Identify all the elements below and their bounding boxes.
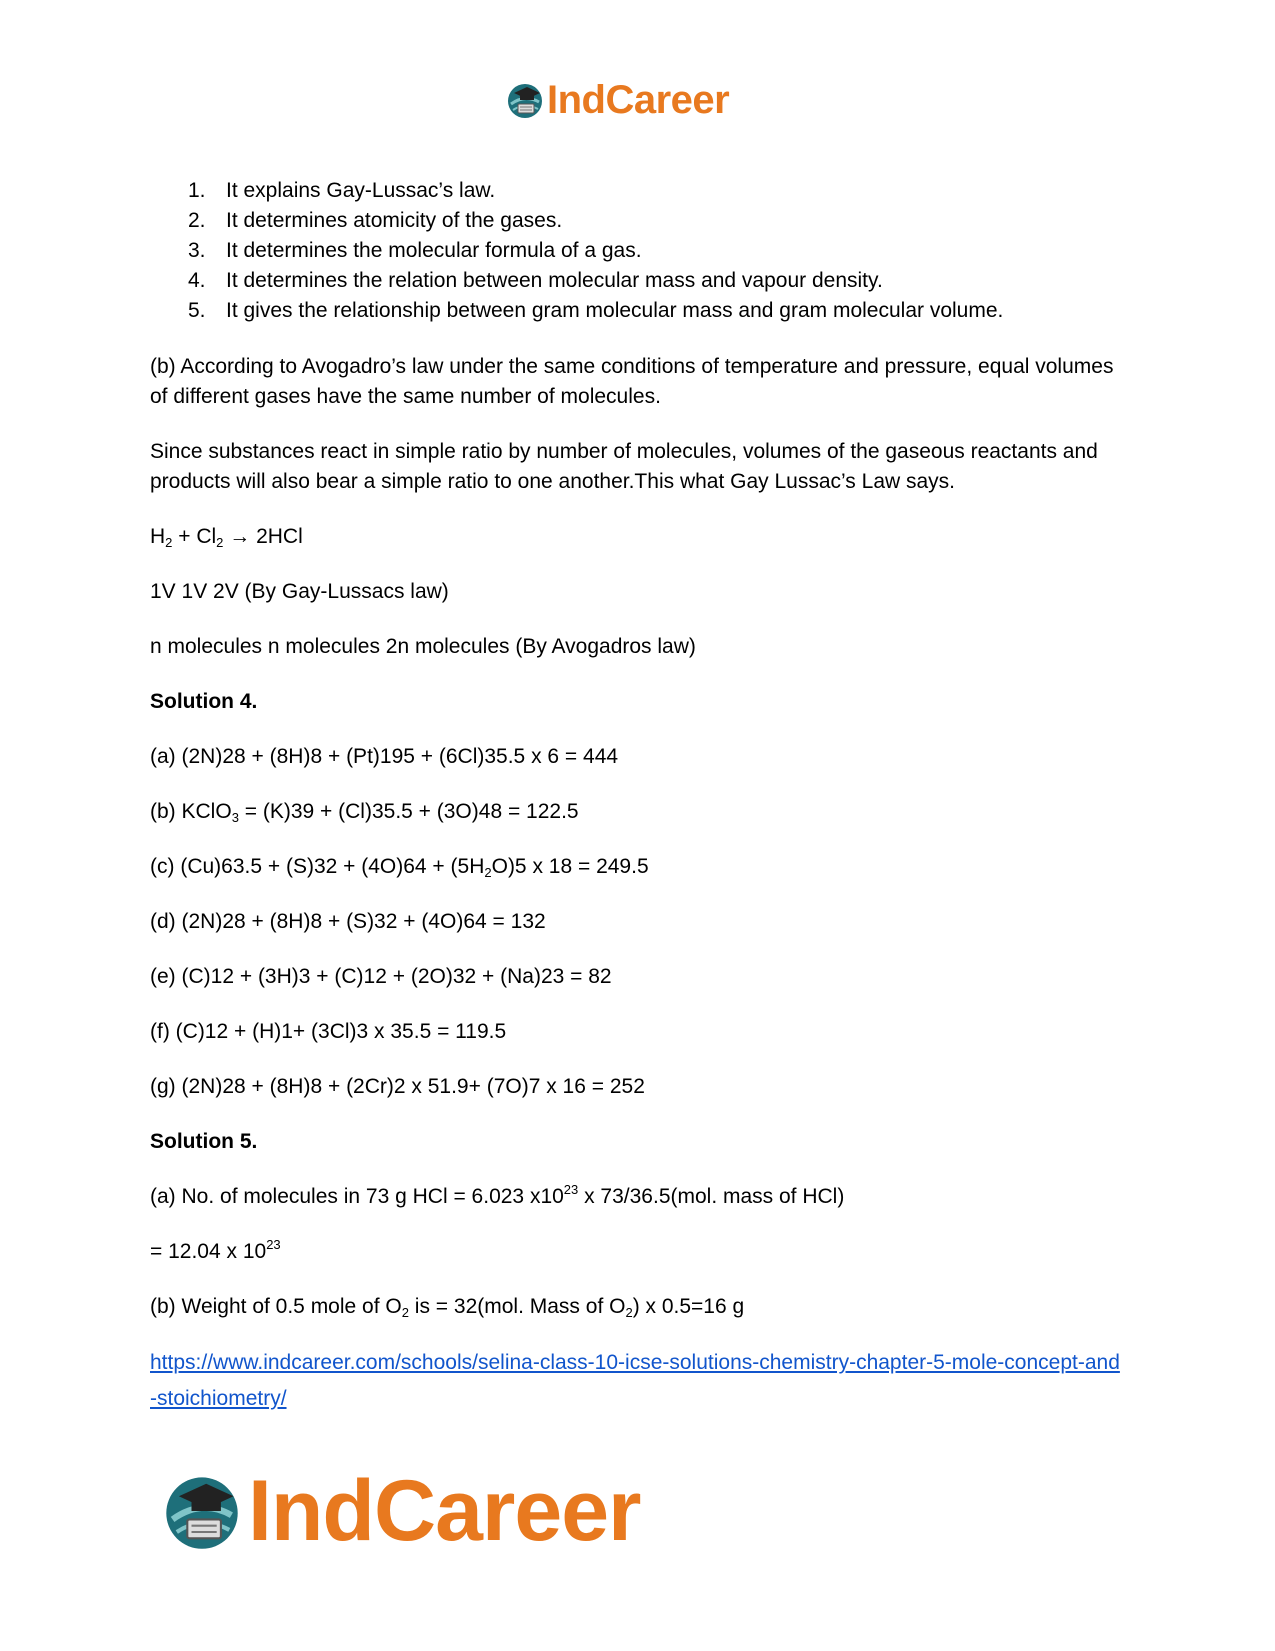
gay-lussac-paragraph: Since substances react in simple ratio by number of molecules, volumes of the gaseous reactants and products will also bear a simple ratio to one another.This what Gay Lussac’s Law says. <box>150 440 1098 493</box>
source-link-wrapper <box>150 1345 1120 1417</box>
indcareer-logo-bottom <box>160 1463 641 1559</box>
solution-5-heading: Solution 5. <box>150 1130 258 1153</box>
solution-5-a-result: = 12.04 x $10^{23}$ <box>150 1237 281 1263</box>
source-link[interactable]: https://www.indcareer.com/schools/selina-class-10-icse-solutions-chemistry-chapter-5-mole-concept-and-stoichiometry/ <box>150 1351 1120 1410</box>
molecules-line: n molecules n molecules 2n molecules (By Avogadros law) <box>150 635 696 658</box>
list-item: 3. It determines the molecular formula of a gas. <box>188 239 642 262</box>
list-item: 4. It determines the relation between molecular mass and vapour density. <box>188 269 883 292</box>
document-body <box>150 176 1130 1417</box>
logo-text: IndCareer <box>547 78 730 122</box>
logo-text: IndCareer <box>248 1463 641 1559</box>
solution-5-b: (b) Weight of 0.5 mole of $O_2$ is = 32(mol. Mass of $O_2$) x 0.5=16 g <box>150 1295 745 1320</box>
list-item: 5. It gives the relationship between gram molecular mass and gram molecular volume. <box>188 299 1004 322</box>
solution-4-g: (g) (2N)28 + (8H)8 + (2Cr)2 x 51.9+ (7O)7 x 16 = 252 <box>150 1075 645 1098</box>
solution-4-e: (e) (C)12 + (3H)3 + (C)12 + (2O)32 + (Na)23 = 82 <box>150 965 612 988</box>
globe-graduation-cap-icon <box>505 80 545 120</box>
reaction-equation: $H_2 + Cl_2 \to 2HCl$ <box>150 525 303 550</box>
indcareer-logo-top <box>505 80 729 120</box>
advantages-list <box>150 176 1130 326</box>
solution-4-d: (d) (2N)28 + (8H)8 + (S)32 + (4O)64 = 132 <box>150 910 546 933</box>
list-item: 2. It determines atomicity of the gases. <box>188 209 563 232</box>
solution-4-c: (c) $(Cu)63.5 + (S)32 + (4O)64 + (5H_2O)5$ x 18 = 249.5 <box>150 855 649 880</box>
solution-4-f: (f) (C)12 + (H)1+ (3Cl)3 x 35.5 = 119.5 <box>150 1020 507 1043</box>
solution-5-a: (a) No. of molecules in 73 g HCl = 6.023 $x10^{23}$ x 73/36.5(mol. mass of HCl) <box>150 1182 845 1208</box>
avogadro-law-paragraph: (b) According to Avogadro’s law under the same conditions of temperature and pressure, equal volumes of different gases have the same number of molecules. <box>150 355 1114 408</box>
list-item: 1. It explains Gay-Lussac’s law. <box>188 179 496 202</box>
solution-4-heading: Solution 4. <box>150 690 258 713</box>
solution-4-a: (a) (2N)28 + (8H)8 + (Pt)195 + (6Cl)35.5 x 6 = 444 <box>150 745 619 768</box>
solution-4-b: (b) KClO$_3$ = (K)39 + (Cl)35.5 + (3O)48 = 122.5 <box>150 800 579 825</box>
volumes-line: 1V 1V 2V (By Gay-Lussacs law) <box>150 580 449 603</box>
globe-graduation-cap-icon <box>160 1469 244 1553</box>
